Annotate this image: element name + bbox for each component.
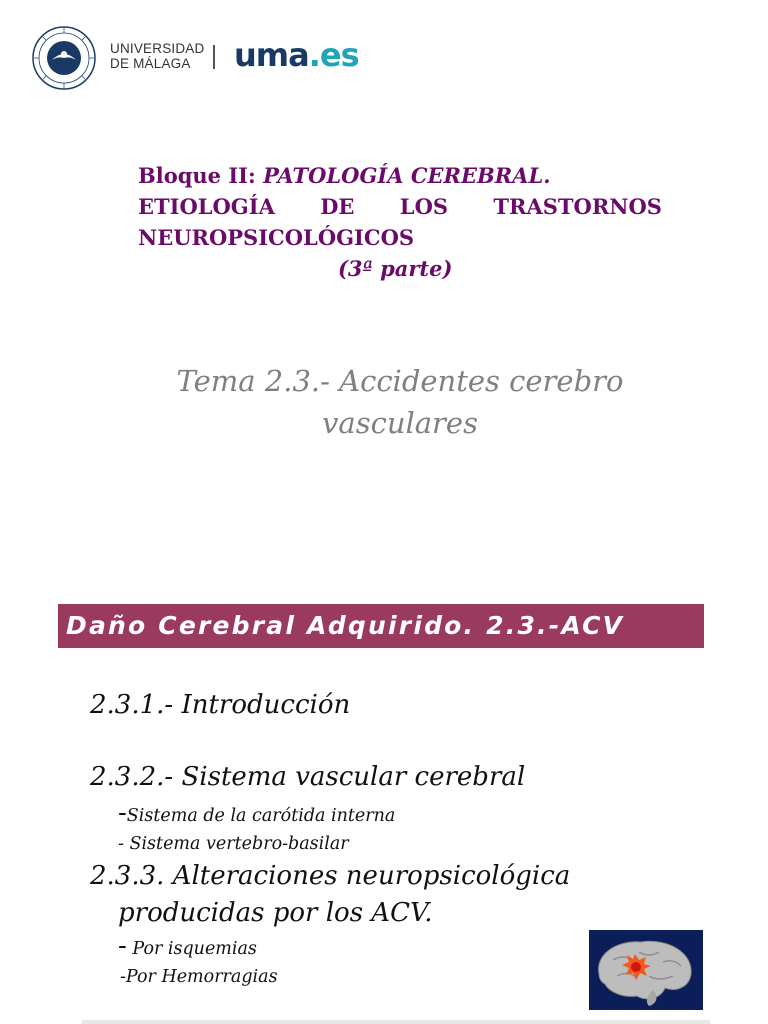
bloque-line-1 <box>138 160 662 191</box>
tema-line-1: Tema 2.3.- Accidentes cerebro <box>176 364 624 398</box>
university-name <box>110 41 204 71</box>
bloque-word: DE <box>320 194 355 219</box>
dash-mark: - <box>118 931 127 961</box>
bloque-part: (3ª parte) <box>338 256 453 281</box>
list-item: 2.3.2.- Sistema vascular cerebral <box>90 762 526 792</box>
list-item-text: Por isquemias <box>132 939 257 959</box>
content-slide <box>0 590 768 1024</box>
bloque-title <box>138 160 662 284</box>
bloque-word: ETIOLOGÍA <box>138 194 275 219</box>
list-item <box>118 798 396 828</box>
list-item: 2.3.3. Alteraciones neuropsicológica <box>90 861 571 891</box>
bloque-word: LOS <box>399 194 449 219</box>
section-banner <box>58 604 704 648</box>
list-item-text: Sistema de la carótida interna <box>126 806 396 826</box>
university-seal-icon <box>32 26 96 90</box>
bloque-line-2 <box>138 191 662 222</box>
tema-title <box>100 360 700 444</box>
university-name-line1: UNIVERSIDAD <box>110 41 205 56</box>
section-banner-title: Daño Cerebral Adquirido. 2.3.-ACV <box>66 611 625 640</box>
bloque-word: TRASTORNOS <box>493 194 662 219</box>
list-item: 2.3.1.- Introducción <box>90 690 351 720</box>
brain-hemorrhage-icon <box>589 930 703 1010</box>
list-item: -Por Hemorragias <box>120 967 278 987</box>
bloque-heading: PATOLOGÍA CEREBRAL. <box>263 163 551 188</box>
list-item: - Sistema vertebro-basilar <box>118 834 349 854</box>
logo-divider <box>213 45 215 69</box>
bloque-label: Bloque II: <box>138 163 256 188</box>
uma-logo-dot: . <box>308 36 320 74</box>
uma-es-logo <box>234 33 359 77</box>
list-item <box>118 931 257 961</box>
university-name-line2: DE MÁLAGA <box>110 56 191 71</box>
uma-logo-es: es <box>319 36 359 74</box>
dash-mark: - <box>118 798 127 828</box>
bottom-rule <box>82 1020 710 1024</box>
bloque-line-3: NEUROPSICOLÓGICOS <box>138 225 415 250</box>
list-item: producidas por los ACV. <box>118 898 433 928</box>
tema-line-2: vasculares <box>322 406 478 440</box>
uma-logo-uma: uma <box>234 36 309 74</box>
